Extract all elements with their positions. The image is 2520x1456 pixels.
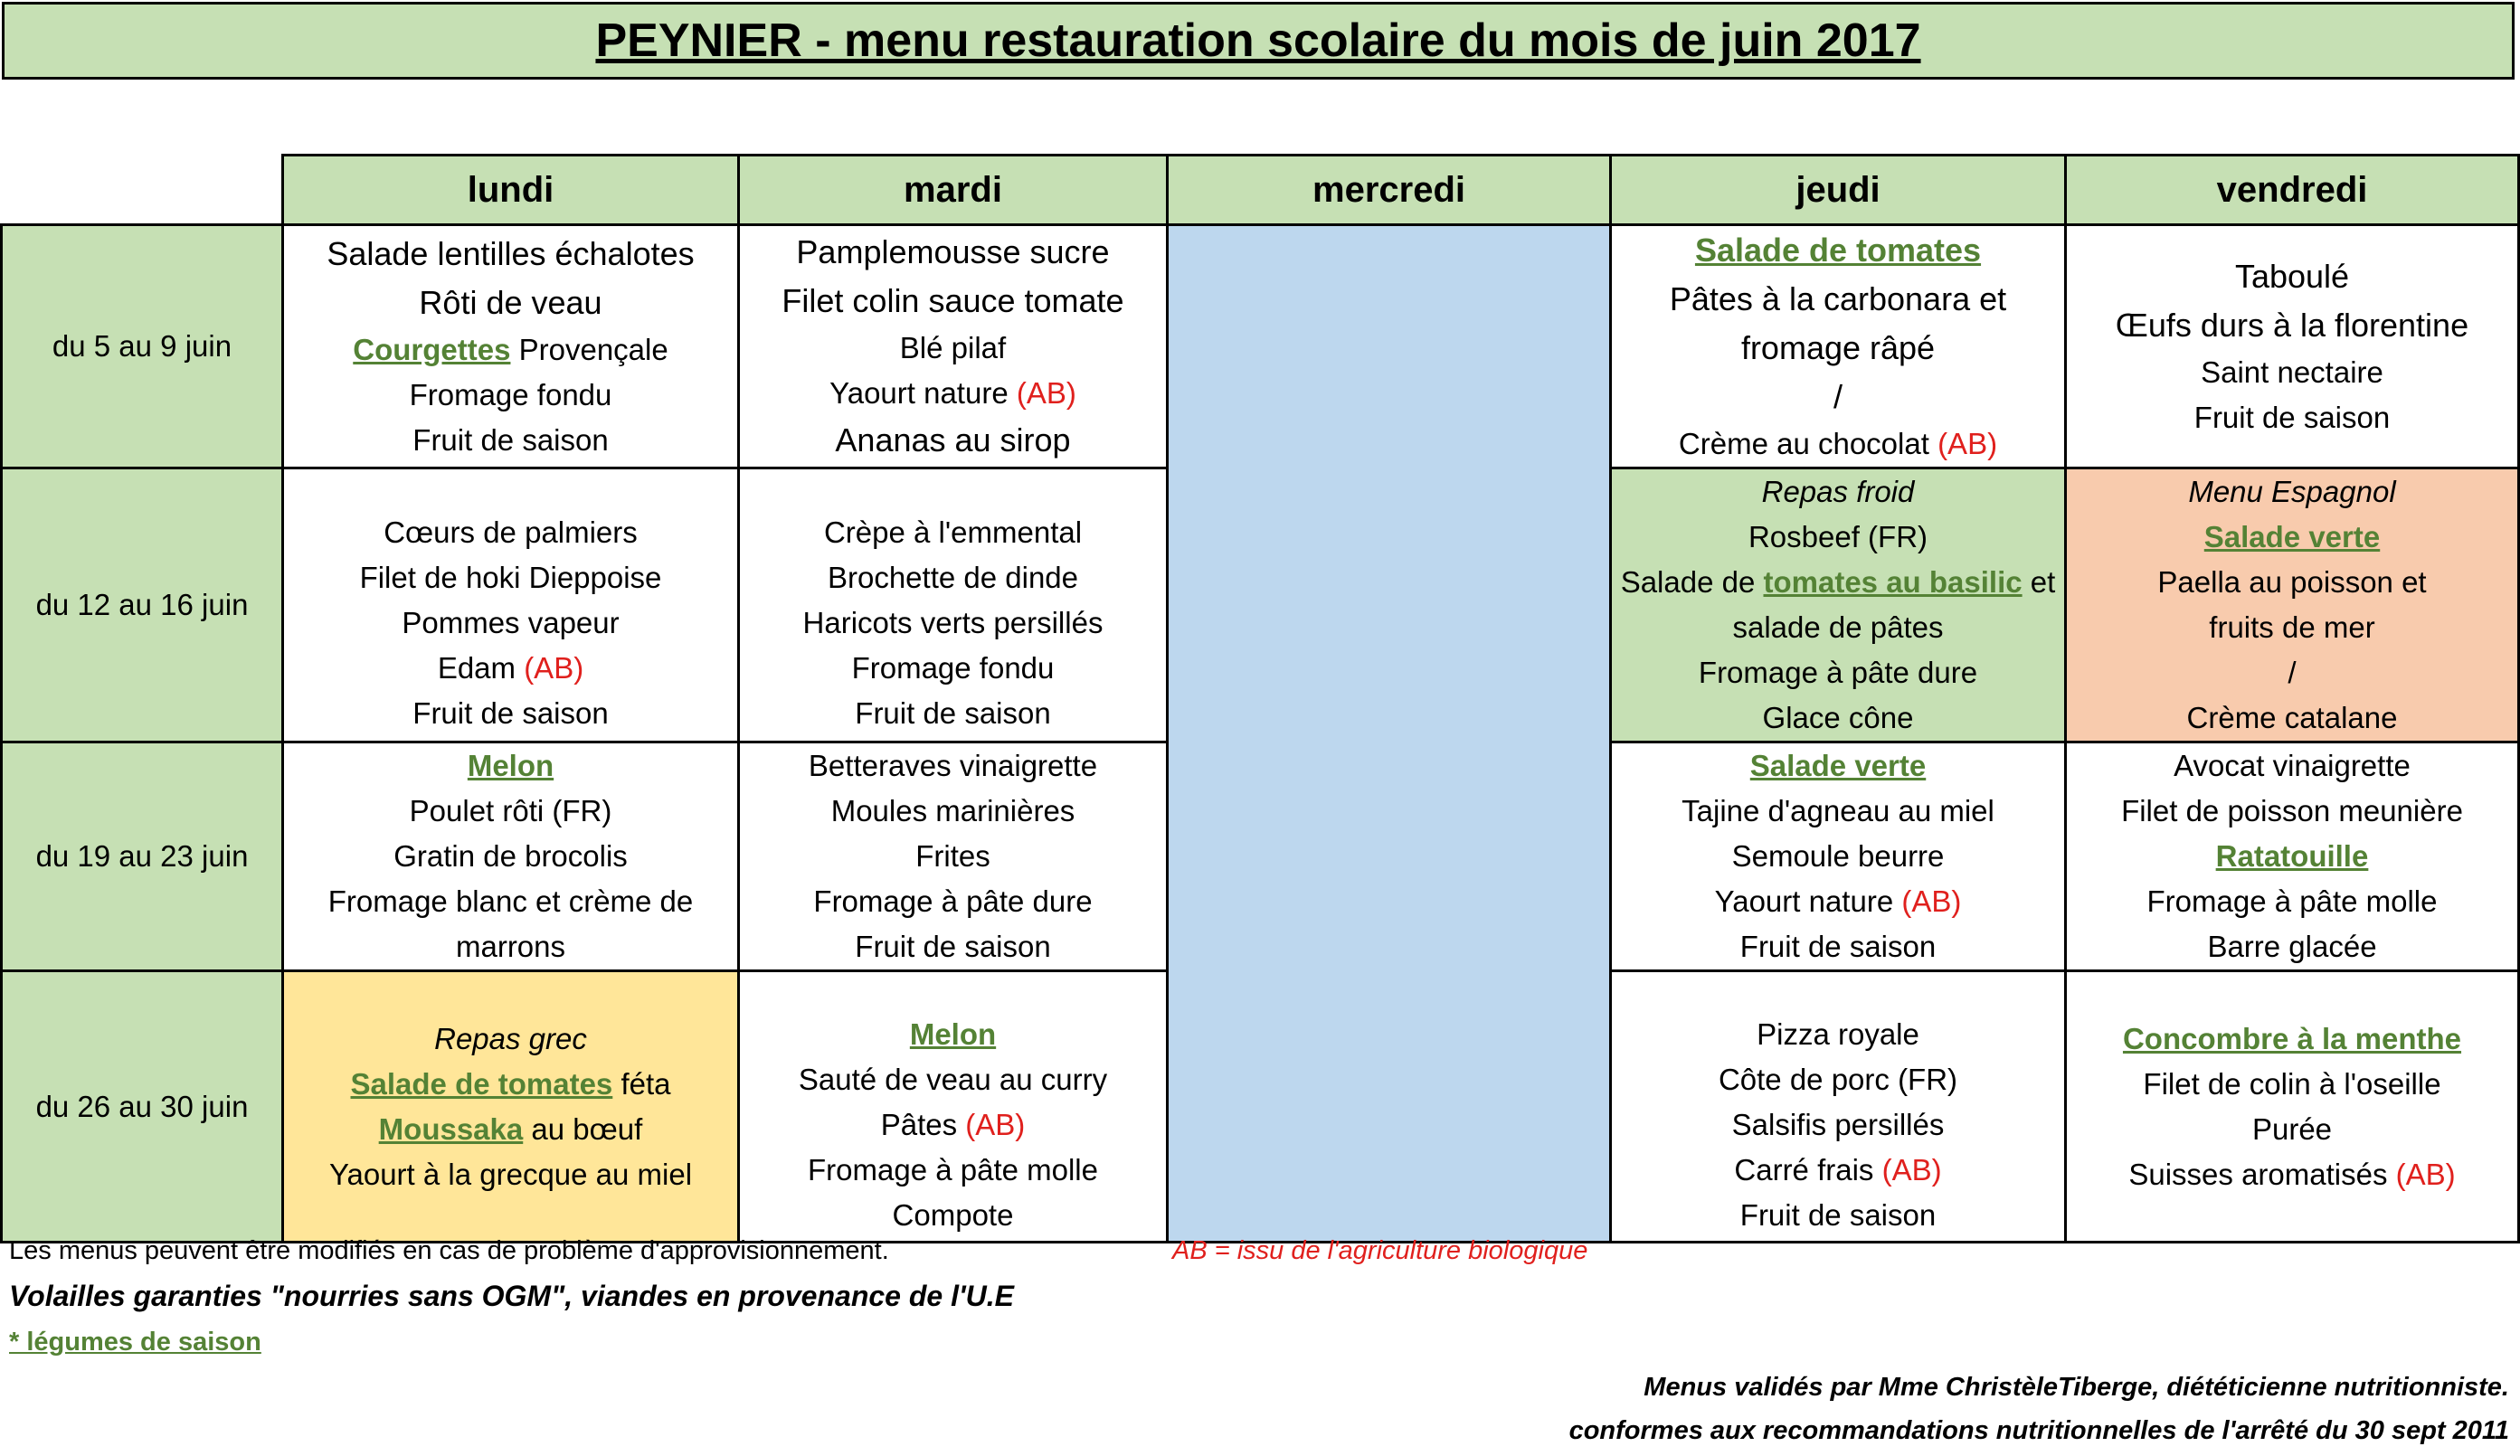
menu-dish [284, 1016, 737, 1062]
menu-dish [2067, 605, 2517, 650]
seasonal-dish: Melon [909, 1016, 997, 1051]
menu-dish [740, 416, 1166, 465]
menu-dish [284, 1152, 737, 1197]
week-label: du 26 au 30 juin [2, 971, 283, 1243]
menu-dish [1612, 1102, 2064, 1148]
menu-dish [1612, 743, 2064, 789]
menu-dish [284, 691, 737, 736]
dish-text: Pizza royale [1757, 1016, 1919, 1051]
seasonal-dish: Melon [467, 749, 554, 782]
dish-text: au bœuf [523, 1111, 643, 1146]
seasonal-dish: Moussaka [378, 1111, 524, 1146]
dish-text: Crème au chocolat [1678, 427, 1938, 460]
menu-dish [1612, 275, 2064, 324]
menu-dish [1612, 879, 2064, 924]
menu-cell [739, 971, 1168, 1243]
corner-cell [2, 156, 283, 225]
dish-text: Fruit de saison [855, 930, 1051, 963]
dish-text: Avocat vinaigrette [2174, 749, 2411, 782]
seasonal-dish: Courgettes [353, 333, 511, 366]
dish-text: fromage râpé [1740, 329, 1936, 366]
menu-dish [1612, 226, 2064, 275]
menu-dish [2067, 301, 2517, 350]
menu-dish [1612, 605, 2064, 650]
menu-dish [1612, 515, 2064, 560]
menu-dish [1612, 421, 2064, 467]
dish-text: / [2288, 656, 2297, 689]
menu-dish [740, 1012, 1166, 1057]
dish-text: Rosbeef (FR) [1748, 520, 1928, 553]
menu-dish [1612, 834, 2064, 879]
nutrition-compliance: conformes aux recommandations nutritionnelles de l'arrêté du 30 sept 2011 [1568, 1416, 2509, 1445]
dietician-validation: Menus validés par Mme ChristèleTiberge, diététicienne nutritionniste. [1644, 1373, 2509, 1402]
menu-dish [740, 789, 1166, 834]
menu-dish [2067, 560, 2517, 605]
dish-text: Fruit de saison [2193, 401, 2391, 434]
seasonal-dish: Concombre à la menthe [2122, 1021, 2462, 1055]
menu-dish [2067, 350, 2517, 395]
menu-dish [740, 1102, 1166, 1148]
menu-table [0, 154, 2520, 1243]
menu-dish [1612, 373, 2064, 421]
mercredi-column [1168, 225, 1611, 1243]
organic-badge: (AB) [1016, 376, 1076, 410]
menu-dish [2067, 1062, 2517, 1107]
seasonal-dish: Salade de tomates [350, 1066, 613, 1101]
dish-text: Purée [2251, 1111, 2333, 1146]
week-row [2, 225, 2519, 468]
dish-text: Yaourt à la grecque au miel [328, 1157, 693, 1191]
menu-dish [740, 691, 1166, 736]
page-title: PEYNIER - menu restauration scolaire du mois de juin 2017 [595, 14, 1921, 67]
day-header-lundi: lundi [283, 156, 739, 225]
menu-dish [2067, 1016, 2517, 1062]
menu-dish [284, 418, 737, 463]
dish-text: Crème catalane [2186, 701, 2398, 734]
menu-dish [2067, 879, 2517, 924]
menu-dish [284, 279, 737, 327]
organic-badge: (AB) [1901, 884, 1962, 918]
dish-text: Saint nectaire [2201, 355, 2383, 389]
menu-dish [284, 924, 737, 969]
dish-text: féta [612, 1066, 671, 1101]
menu-dish [284, 327, 737, 373]
dish-text: Taboulé [2234, 258, 2350, 295]
week-label: du 19 au 23 juin [2, 742, 283, 971]
dish-text: Fromage à pâte dure [1698, 656, 1978, 689]
seasonal-dish: Salade verte [1749, 749, 1927, 782]
menu-cell-repas-grec [283, 971, 739, 1243]
dish-text: fruits de mer [2209, 610, 2375, 644]
dish-text: Rôti de veau [419, 284, 602, 321]
supply-note: Les menus peuvent être modifiés en cas de problème d'approvisionnement. [9, 1236, 889, 1265]
menu-dish [2067, 695, 2517, 741]
dish-text: marrons [455, 930, 566, 963]
menu-dish [2067, 834, 2517, 879]
menu-cell [2066, 742, 2519, 971]
menu-dish [740, 371, 1166, 416]
organic-badge: (AB) [1881, 1152, 1942, 1187]
dish-text: / [1833, 378, 1843, 415]
menu-dish [284, 743, 737, 789]
ab-legend: AB = issu de l'agriculture biologique [1172, 1236, 1588, 1265]
day-header-jeudi: jeudi [1611, 156, 2066, 225]
menu-dish [1612, 560, 2064, 605]
menu-cell [283, 225, 739, 468]
dish-text: Poulet rôti (FR) [409, 794, 612, 827]
menu-dish [1612, 1012, 2064, 1057]
organic-badge: (AB) [965, 1107, 1026, 1141]
menu-cell [739, 468, 1168, 742]
dish-text: Fruit de saison [412, 423, 609, 457]
menu-dish [284, 1107, 737, 1152]
dish-text: Carré frais [1734, 1152, 1882, 1187]
dish-text: Fruit de saison [855, 696, 1051, 730]
menu-dish [1612, 324, 2064, 373]
dish-text: Haricots verts persillés [802, 606, 1104, 639]
dish-text: Cœurs de palmiers [384, 515, 638, 549]
dish-text: Pamplemousse sucre [796, 233, 1110, 270]
menu-dish [740, 924, 1166, 969]
dish-text: Yaourt nature [1714, 884, 1902, 918]
dish-text: Edam [437, 651, 525, 685]
menu-dish [740, 1057, 1166, 1102]
menu-dish [740, 326, 1166, 371]
day-header-mardi: mardi [739, 156, 1168, 225]
menu-dish [740, 228, 1166, 277]
menu-dish [740, 510, 1166, 555]
menu-dish [284, 646, 737, 691]
menu-dish [740, 555, 1166, 600]
organic-badge: (AB) [524, 651, 584, 685]
dish-text: Blé pilaf [899, 331, 1007, 364]
seasonal-legend: * légumes de saison [9, 1328, 261, 1357]
dish-text: Sauté de veau au curry [798, 1062, 1108, 1096]
dish-text: Provençale [510, 333, 668, 366]
dish-text: Gratin de brocolis [393, 839, 628, 873]
theme-label: Repas froid [1761, 475, 1915, 508]
dish-text: Compote [892, 1197, 1014, 1232]
menu-dish [284, 834, 737, 879]
dish-text: Ananas au sirop [835, 421, 1071, 459]
menu-dish [284, 879, 737, 924]
seasonal-dish: tomates au basilic [1763, 565, 2023, 599]
dish-text: Crèpe à l'emmental [823, 515, 1083, 549]
menu-dish [2067, 924, 2517, 969]
menu-dish [1612, 650, 2064, 695]
menu-dish [740, 600, 1166, 646]
menu-dish [284, 373, 737, 418]
dish-text: Filet de colin à l'oseille [2143, 1066, 2441, 1101]
menu-dish [1612, 1057, 2064, 1102]
menu-cell [1611, 742, 2066, 971]
seasonal-dish: Salade verte [2203, 520, 2381, 553]
menu-dish [2067, 743, 2517, 789]
dish-text: Semoule beurre [1731, 839, 1945, 873]
dish-text: Glace cône [1762, 701, 1914, 734]
seasonal-dish: Salade de tomates [1694, 232, 1982, 269]
dish-text: Salsifis persillés [1731, 1107, 1945, 1141]
menu-dish [740, 1193, 1166, 1238]
day-header-mercredi: mercredi [1168, 156, 1611, 225]
dish-text: Fromage à pâte molle [808, 1152, 1098, 1187]
menu-dish [284, 1062, 737, 1107]
menu-dish [1612, 924, 2064, 969]
dish-text: Barre glacée [2207, 930, 2377, 963]
dish-text: Fruit de saison [412, 696, 609, 730]
menu-dish [1612, 1193, 2064, 1238]
dish-text: Fromage à pâte dure [813, 884, 1093, 918]
dish-text: Filet de poisson meunière [2121, 794, 2463, 827]
menu-dish [2067, 469, 2517, 515]
organic-badge: (AB) [2395, 1157, 2456, 1191]
dish-text: Fruit de saison [1739, 930, 1937, 963]
dish-text: Tajine d'agneau au miel [1682, 794, 1994, 827]
day-header-vendredi: vendredi [2066, 156, 2519, 225]
dish-text: salade de pâtes [1732, 610, 1944, 644]
menu-dish [740, 646, 1166, 691]
menu-cell [2066, 225, 2519, 468]
menu-dish [1612, 789, 2064, 834]
dish-text: Moules marinières [830, 794, 1075, 827]
menu-dish [740, 834, 1166, 879]
menu-dish [2067, 650, 2517, 695]
title-banner [2, 2, 2515, 80]
menu-cell [1611, 225, 2066, 468]
dish-text: Fromage à pâte molle [2146, 884, 2438, 918]
week-label: du 12 au 16 juin [2, 468, 283, 742]
seasonal-dish: Ratatouille [2215, 839, 2369, 873]
dish-text: Salade de [1620, 565, 1764, 599]
week-label: du 5 au 9 juin [2, 225, 283, 468]
dish-text: Pâtes à la carbonara et [1669, 280, 2007, 317]
theme-label: Menu Espagnol [2188, 475, 2396, 508]
poultry-note: Volailles garanties "nourries sans OGM", viandes en provenance de l'U.E [9, 1280, 1014, 1312]
menu-dish [1612, 469, 2064, 515]
dish-text: Filet de hoki Dieppoise [359, 561, 662, 594]
menu-dish [2067, 1107, 2517, 1152]
menu-cell [1611, 971, 2066, 1243]
dish-text: Fromage fondu [409, 378, 612, 411]
menu-cell-repas-froid [1611, 468, 2066, 742]
dish-text: Œufs durs à la florentine [2115, 307, 2469, 344]
dish-text: Salade lentilles échalotes [327, 235, 695, 272]
menu-dish [2067, 1152, 2517, 1197]
dish-text: Betteraves vinaigrette [808, 749, 1098, 782]
menu-cell [739, 225, 1168, 468]
dish-text: Yaourt nature [829, 376, 1017, 410]
dish-text: Filet colin sauce tomate [782, 282, 1124, 319]
dish-text: Frites [915, 839, 990, 873]
menu-dish [284, 555, 737, 600]
dish-text: Côte de porc (FR) [1718, 1062, 1958, 1096]
menu-dish [740, 277, 1166, 326]
dish-text: Fromage fondu [851, 651, 1055, 685]
days-header-row [2, 156, 2519, 225]
dish-text: Pommes vapeur [402, 606, 620, 639]
menu-dish [740, 879, 1166, 924]
menu-dish [740, 743, 1166, 789]
menu-dish [284, 600, 737, 646]
menu-dish [2067, 515, 2517, 560]
menu-dish [2067, 395, 2517, 440]
menu-cell [283, 468, 739, 742]
menu-dish [2067, 252, 2517, 301]
menu-dish [284, 510, 737, 555]
dish-text: Paella au poisson et [2157, 565, 2427, 599]
dish-text: Brochette de dinde [827, 561, 1079, 594]
menu-cell-menu-espagnol [2066, 468, 2519, 742]
menu-dish [2067, 789, 2517, 834]
menu-cell [739, 742, 1168, 971]
menu-dish [1612, 1148, 2064, 1193]
dish-text: Suisses aromatisés [2128, 1157, 2396, 1191]
menu-cell [283, 742, 739, 971]
organic-badge: (AB) [1937, 427, 1998, 460]
menu-dish [740, 1148, 1166, 1193]
dish-text: Fruit de saison [1739, 1197, 1937, 1232]
menu-dish [284, 789, 737, 834]
theme-label: Repas grec [434, 1021, 587, 1055]
dish-text: et [2022, 565, 2056, 599]
dish-text: Pâtes [880, 1107, 966, 1141]
menu-dish [284, 230, 737, 279]
menu-dish [1612, 695, 2064, 741]
dish-text: Fromage blanc et crème de [327, 884, 694, 918]
menu-cell [2066, 971, 2519, 1243]
